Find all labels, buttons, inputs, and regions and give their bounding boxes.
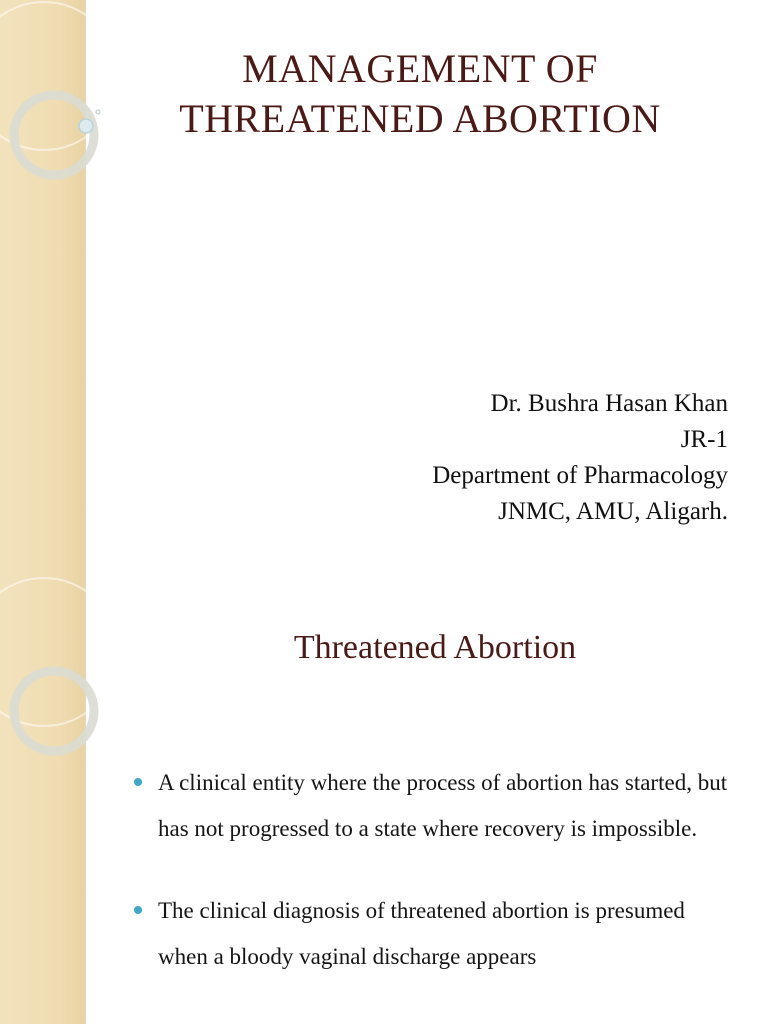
- ring-small: [14, 95, 94, 175]
- author-position: JR-1: [680, 426, 728, 453]
- bullet-item: [130, 888, 740, 980]
- slide-title: [110, 44, 730, 144]
- ring-dot-small: [96, 110, 100, 114]
- slide-title: Threatened Abortion: [293, 629, 577, 666]
- bullet-list: [130, 760, 740, 980]
- bullet-text: The clinical diagnosis of threatened abortion is presumed when a bloody vaginal discharge appears: [158, 898, 685, 969]
- author-department: Department of Pharmacology: [432, 462, 728, 489]
- bullet-item: [130, 760, 740, 852]
- author-name: Dr. Bushra Hasan Khan: [490, 390, 728, 417]
- author-block: [432, 386, 728, 530]
- ring-dot: [79, 119, 93, 133]
- title-line-1: MANAGEMENT OF: [242, 46, 598, 91]
- content-slide: [0, 576, 768, 1024]
- ring-small: [14, 671, 94, 751]
- author-institution: JNMC, AMU, Aligarh.: [498, 498, 728, 525]
- bullet-icon: [134, 778, 142, 786]
- bullet-text: A clinical entity where the process of abortion has started, but has not progressed to a state where recovery is impossible.: [158, 770, 728, 841]
- title-line-2: THREATENED ABORTION: [179, 96, 661, 141]
- bullet-icon: [134, 906, 142, 914]
